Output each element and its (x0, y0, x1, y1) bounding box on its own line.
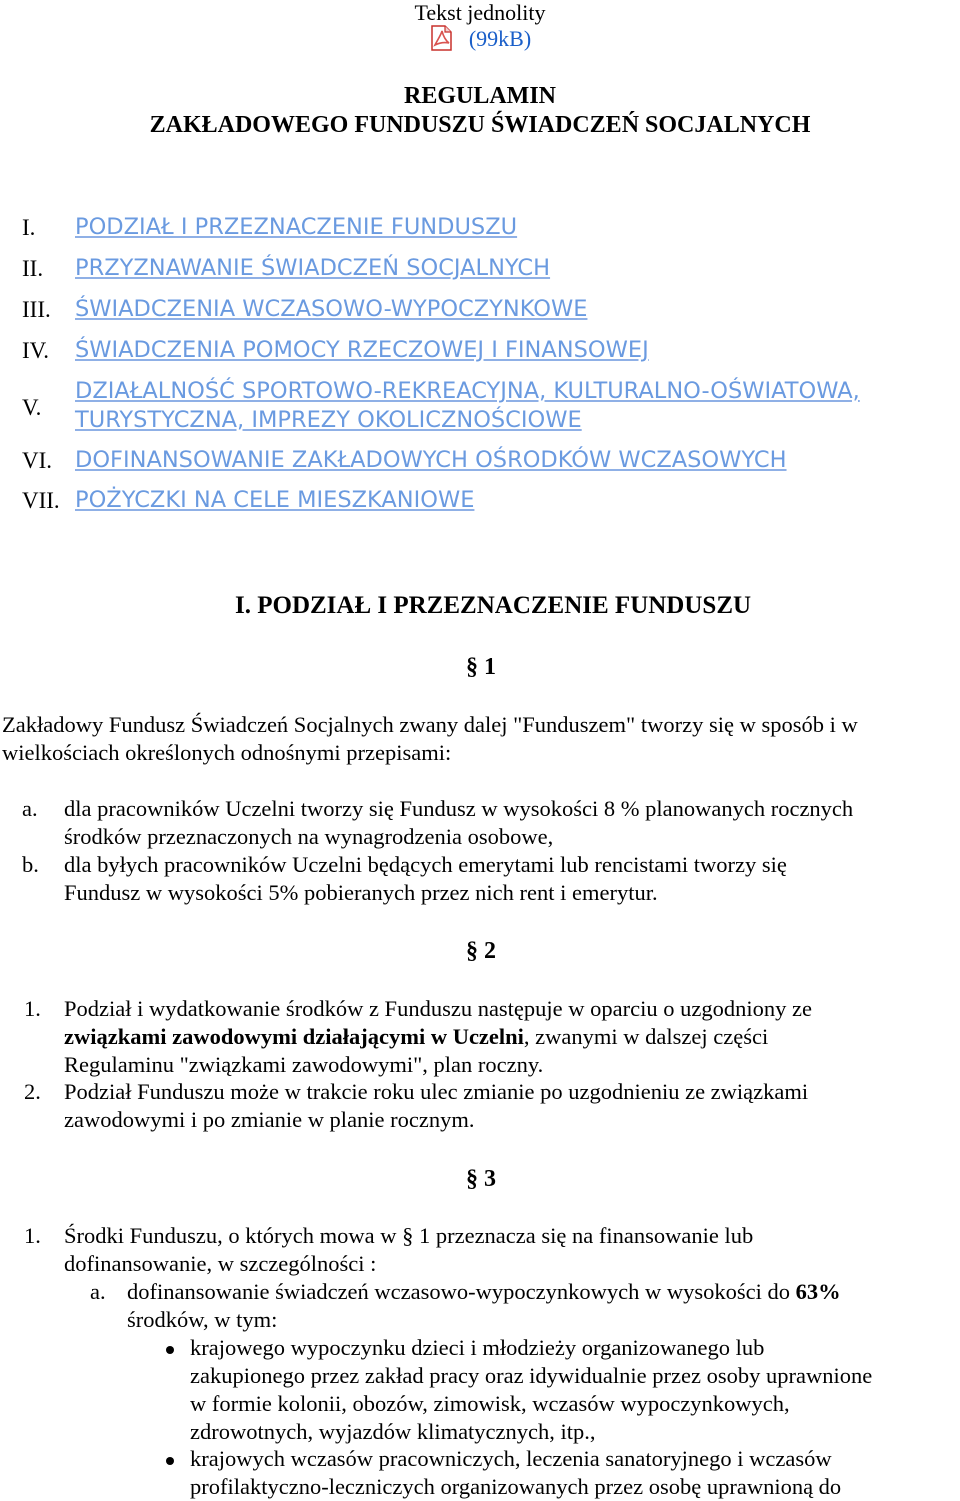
list-text-line: profilaktyczno-leczniczych organizowanych przez osobę uprawnioną do (190, 1474, 842, 1499)
list-text-line: zdrowotnych, wyjazdów klimatycznych, itp., (190, 1419, 596, 1444)
document-title (0, 82, 960, 140)
pdf-file-icon[interactable] (429, 25, 453, 51)
bold-text: 63% (795, 1279, 841, 1304)
toc-link-wczasowo[interactable]: ŚWIADCZENIA WCZASOWO-WYPOCZYNKOWE (75, 296, 588, 322)
pdf-download-link[interactable]: (99kB) (468, 26, 532, 51)
pdf-download-row (0, 25, 960, 52)
list-text-line: krajowych wczasów pracowniczych, leczenia sanatoryjnego i wczasów (190, 1446, 832, 1471)
list-text-line (127, 1278, 957, 1306)
text-span: , zwanymi w dalszej części (523, 1024, 769, 1049)
list-text-line: krajowego wypoczynku dzieci i młodzieży organizowanego lub (190, 1335, 765, 1360)
list-text-line: zakupionego przez zakład pracy oraz idywidualnie przez osoby uprawnione (190, 1363, 873, 1388)
title-line-1: REGULAMIN (403, 83, 556, 109)
toc-link-dzialalnosc-cont[interactable]: TURYSTYCZNA, IMPREZY OKOLICZNOŚCIOWE (75, 407, 582, 433)
toc-link-dofinansowanie[interactable]: DOFINANSOWANIE ZAKŁADOWYCH OŚRODKÓW WCZASOWYCH (75, 447, 787, 473)
list-text-line: dla pracowników Uczelni tworzy się Fundusz w wysokości 8 % planowanych rocznych (64, 796, 854, 821)
toc-number: V. (22, 395, 42, 420)
toc-number: II. (22, 256, 44, 281)
list-text-line: zawodowymi i po zmianie w planie rocznym. (64, 1107, 475, 1132)
toc-link-podzial[interactable]: PODZIAŁ I PRZEZNACZENIE FUNDUSZU (75, 214, 518, 240)
bullet-icon (166, 1457, 174, 1465)
intro-line-2: wielkościach określonych odnośnymi przepisami: (2, 740, 452, 765)
list-text-line: Fundusz w wysokości 5% pobieranych przez nich rent i emerytur. (64, 880, 658, 905)
section-title-text: I. PODZIAŁ I PRZEZNACZENIE FUNDUSZU (235, 592, 752, 619)
list-label: b. (22, 852, 39, 877)
top-title: Tekst jednolity (414, 0, 546, 25)
paragraph-2-mark: § 2 (466, 938, 496, 964)
list-text-line: Podział i wydatkowanie środków z Funduszu następuje w oparciu o uzgodniony ze (64, 996, 812, 1021)
list-text-line (64, 1023, 954, 1051)
text-span: dofinansowanie świadczeń wczasowo-wypoczynkowych w wysokości do (127, 1279, 796, 1304)
list-text-line: środków, w tym: (127, 1307, 278, 1332)
toc-number: VI. (22, 448, 53, 473)
intro-line-1: Zakładowy Fundusz Świadczeń Socjalnych zwany dalej "Funduszem" tworzy się w sposób i w (2, 712, 858, 737)
list-label: a. (90, 1279, 106, 1304)
list-text-line: Środki Funduszu, o których mowa w § 1 przeznacza się na finansowanie lub (64, 1223, 754, 1248)
list-label: 1. (24, 996, 41, 1021)
toc-link-pomocy[interactable]: ŚWIADCZENIA POMOCY RZECZOWEJ I FINANSOWEJ (75, 337, 649, 363)
toc-number: III. (22, 297, 51, 322)
list-text-line: środków przeznaczonych na wynagrodzenia osobowe, (64, 824, 554, 849)
toc-number: IV. (22, 338, 50, 363)
list-text-line: dla byłych pracowników Uczelni będących emerytami lub rencistami tworzy się (64, 852, 787, 877)
paragraph-1-mark: § 1 (466, 654, 496, 680)
paragraph-1-intro (2, 710, 858, 768)
list-label: 1. (24, 1223, 41, 1248)
bullet-icon (166, 1346, 174, 1354)
bold-text: związkami zawodowymi działającymi w Uczelni (64, 1024, 524, 1049)
paragraph-3-mark: § 3 (466, 1166, 496, 1192)
list-text-line: Regulaminu "związkami zawodowymi", plan roczny. (64, 1052, 544, 1077)
list-text-line: w formie kolonii, obozów, zimowisk, wczasów wypoczynkowych, (190, 1391, 790, 1416)
list-label: a. (22, 796, 38, 821)
toc-number: I. (22, 215, 36, 240)
toc-link-dzialalnosc[interactable]: DZIAŁALNOŚĆ SPORTOWO-REKREACYJNA, KULTURALNO-OŚWIATOWA, (75, 378, 860, 404)
toc-link-pozyczki[interactable]: POŻYCZKI NA CELE MIESZKANIOWE (75, 487, 475, 513)
list-text-line: dofinansowanie, w szczególności : (64, 1251, 377, 1276)
list-text-line: Podział Funduszu może w trakcie roku ulec zmianie po uzgodnieniu ze związkami (64, 1079, 809, 1104)
list-label: 2. (24, 1079, 41, 1104)
toc-number: VII. (22, 488, 60, 513)
title-line-2: ZAKŁADOWEGO FUNDUSZU ŚWIADCZEŃ SOCJALNYCH (149, 112, 811, 138)
toc-link-przyznawanie[interactable]: PRZYZNAWANIE ŚWIADCZEŃ SOCJALNYCH (75, 255, 551, 281)
